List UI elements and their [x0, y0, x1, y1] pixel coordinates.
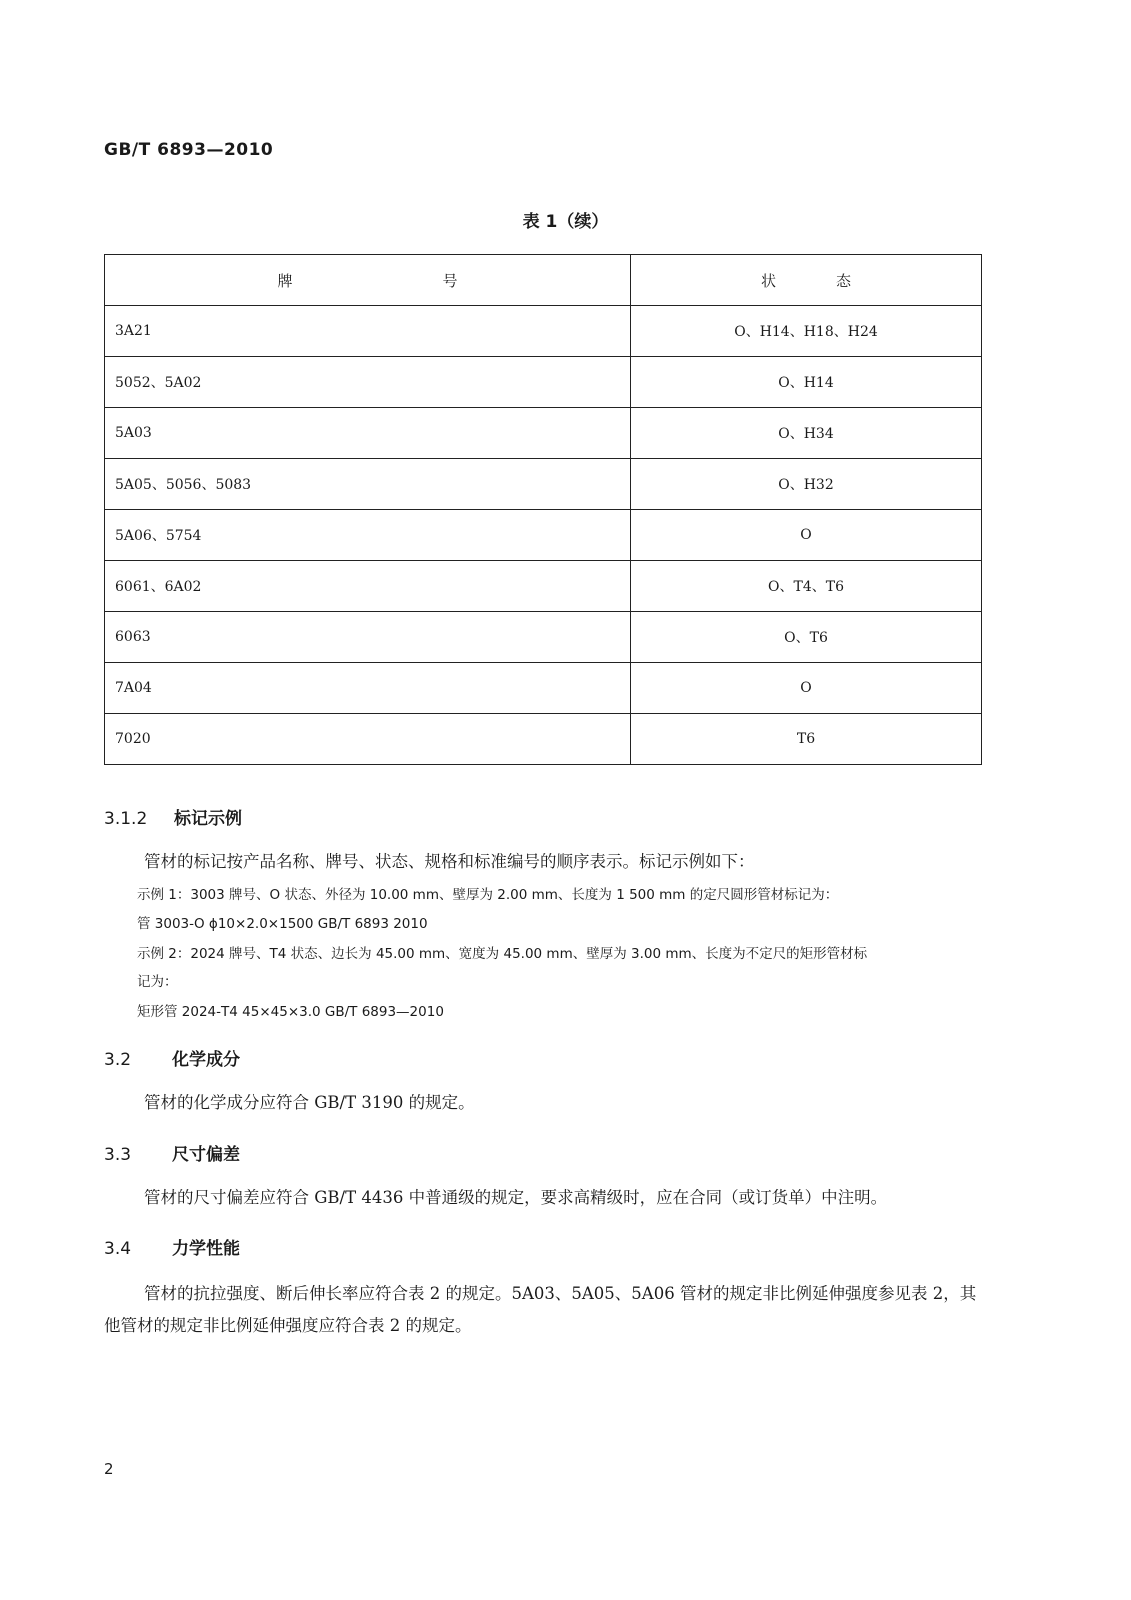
grade-cell: 5A05、5056、5083 [105, 459, 631, 510]
section-number: 3.3 [104, 1145, 132, 1165]
standard-number: GB/T 6893—2010 [104, 140, 274, 160]
table-row [105, 561, 982, 612]
example-1: 示例 1：3003 牌号、O 状态、外径为 10.00 mm、壁厚为 2.00 mm、长度为 1 500 mm 的定尺圆形管材标记为： [137, 887, 839, 903]
section-title: 尺寸偏差 [172, 1145, 240, 1165]
temper-cell: O、H14 [631, 357, 982, 408]
grade-cell: 5A06、5754 [105, 510, 631, 561]
example-2-line-1: 示例 2：2024 牌号、T4 状态、边长为 45.00 mm、宽度为 45.00 mm、壁厚为 3.00 mm、长度为不定尺的矩形管材标 [137, 946, 868, 962]
temper-cell: O、H34 [631, 408, 982, 459]
grade-cell: 6063 [105, 612, 631, 663]
section-number: 3.1.2 [104, 809, 148, 829]
section-3-2-heading [104, 1045, 240, 1070]
table-row [105, 714, 982, 765]
temper-cell: O [631, 663, 982, 714]
section-title: 标记示例 [174, 809, 242, 829]
section-3-1-2-heading [104, 804, 242, 829]
grade-cell: 5A03 [105, 408, 631, 459]
dimension-deviation-text: 管材的尺寸偏差应符合 GB/T 4436 中普通级的规定，要求高精级时，应在合同（或订货单）中注明。 [144, 1188, 888, 1207]
table-row [105, 306, 982, 357]
table-row [105, 612, 982, 663]
section-3-4-heading [104, 1234, 240, 1259]
temper-cell: O、T4、T6 [631, 561, 982, 612]
temper-cell: T6 [631, 714, 982, 765]
grade-cell: 5052、5A02 [105, 357, 631, 408]
grade-cell: 7020 [105, 714, 631, 765]
grade-cell: 7A04 [105, 663, 631, 714]
grade-temper-table [104, 254, 982, 765]
table-header-row [105, 255, 982, 306]
example-2-line-2: 记为： [137, 974, 178, 990]
mechanical-properties-text: 管材的抗拉强度、断后伸长率应符合表 2 的规定。5A03、5A05、5A06 管材的规定非比例延伸强度参见表 2，其他管材的规定非比例延伸强度应符合表 2 的规定。 [104, 1284, 977, 1335]
table-row [105, 510, 982, 561]
marking-intro: 管材的标记按产品名称、牌号、状态、规格和标准编号的顺序表示。标记示例如下： [144, 852, 755, 871]
table-row [105, 357, 982, 408]
table-caption: 表 1（续） [522, 212, 609, 232]
table-row [105, 408, 982, 459]
section-3-3-heading [104, 1140, 240, 1165]
temper-cell: O [631, 510, 982, 561]
temper-cell: O、H14、H18、H24 [631, 306, 982, 357]
grade-cell: 3A21 [105, 306, 631, 357]
section-number: 3.4 [104, 1239, 132, 1259]
header-temper: 状 态 [631, 255, 982, 306]
temper-cell: O、H32 [631, 459, 982, 510]
header-grade: 牌 号 [105, 255, 631, 306]
page-number: 2 [104, 1460, 114, 1478]
chemical-composition-text: 管材的化学成分应符合 GB/T 3190 的规定。 [144, 1093, 475, 1112]
section-number: 3.2 [104, 1050, 132, 1070]
example-2-mark: 矩形管 2024-T4 45×45×3.0 GB/T 6893—2010 [137, 1004, 444, 1020]
example-1-mark: 管 3003-O ϕ10×2.0×1500 GB/T 6893 2010 [137, 916, 428, 932]
temper-cell: O、T6 [631, 612, 982, 663]
table-row [105, 663, 982, 714]
section-title: 力学性能 [172, 1239, 240, 1259]
table-row [105, 459, 982, 510]
grade-cell: 6061、6A02 [105, 561, 631, 612]
section-title: 化学成分 [172, 1050, 240, 1070]
